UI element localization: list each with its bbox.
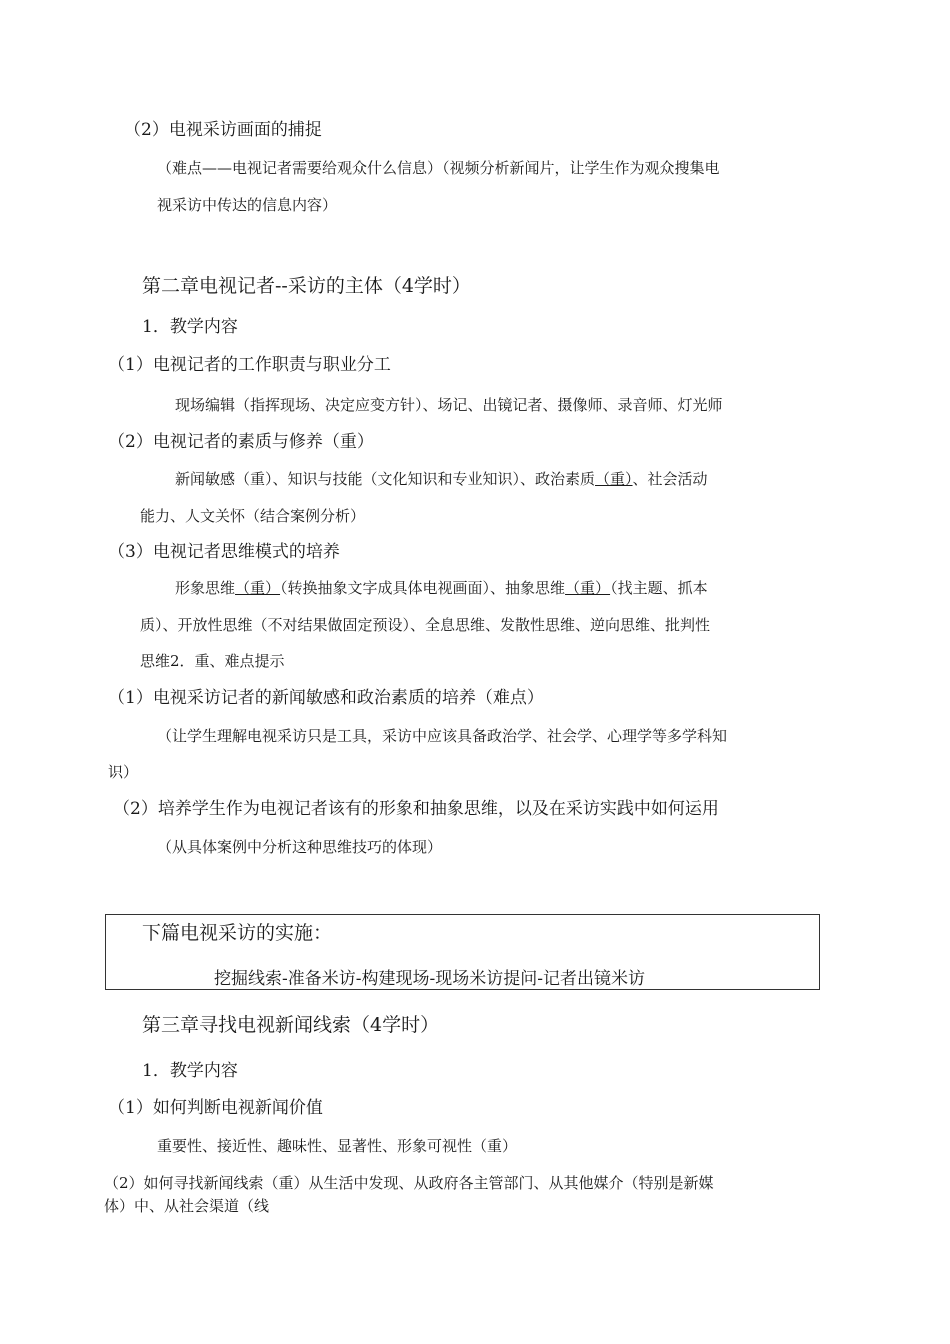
- body-text: （难点——电视记者需要给观众什么信息）（视频分析新闻片，让学生作为观众搜集电: [157, 159, 720, 177]
- section-heading: （1）如何判断电视新闻价值: [108, 1098, 323, 1118]
- text-run: 、社会活动: [632, 470, 708, 488]
- text-run: 形象思维: [175, 579, 236, 597]
- body-text: 重要性、接近性、趣味性、显著性、形象可视性（重）: [157, 1137, 518, 1155]
- body-text: 识）: [108, 763, 139, 781]
- part-subtitle: 挖掘线索-准备米访-构建现场-现场米访提问-记者出镜米访: [214, 969, 645, 989]
- text-run: （找主题、抓本: [610, 579, 708, 597]
- underlined-text: （重）: [235, 579, 281, 597]
- part-title: 下篇电视采访的实施：: [142, 922, 333, 944]
- section-heading: （1）电视记者的工作职责与职业分工: [108, 355, 391, 375]
- section-heading: （1）电视采访记者的新闻敏感和政治素质的培养（难点）: [108, 688, 544, 708]
- section-heading: （2）培养学生作为电视记者该有的形象和抽象思维，以及在采访实践中如何运用: [113, 799, 719, 819]
- body-text: （从具体案例中分析这种思维技巧的体现）: [157, 838, 443, 856]
- body-text: 现场编辑（指挥现场、决定应变方针）、场记、出镜记者、摄像师、录音师、灯光师: [175, 396, 723, 414]
- section-heading: （3）电视记者思维模式的培养: [108, 542, 340, 562]
- body-text: （让学生理解电视采访只是工具，采访中应该具备政治学、社会学、心理学等多学科知: [157, 727, 728, 745]
- chapter-title: 第二章电视记者--采访的主体（4学时）: [142, 275, 471, 297]
- part-box: [105, 914, 820, 990]
- underlined-text: （重）: [565, 579, 611, 597]
- body-text: 能力、人文关怀（结合案例分析）: [140, 507, 366, 525]
- body-text: （2）如何寻找新闻线索（重）从生活中发现、从政府各主管部门、从其他媒介（特别是新媒: [104, 1174, 714, 1192]
- body-text: [175, 579, 708, 598]
- content-label: 1．教学内容: [142, 1061, 238, 1081]
- content-label: 1．教学内容: [142, 317, 238, 337]
- section-heading: （2）电视记者的素质与修养（重）: [108, 432, 374, 452]
- section-heading: （2）电视采访画面的捕捉: [124, 120, 322, 140]
- body-text: 质）、开放性思维（不对结果做固定预设）、全息思维、发散性思维、逆向思维、批判性: [140, 616, 711, 634]
- body-text: [175, 470, 708, 489]
- text-run: 新闻敏感（重）、知识与技能（文化知识和专业知识）、政治素质: [175, 470, 596, 488]
- underlined-text: （重）: [595, 470, 633, 488]
- text-run: （转换抽象文字成具体电视画面）、抽象思维: [280, 579, 566, 597]
- body-text: 视采访中传达的信息内容）: [157, 196, 338, 214]
- body-text: 思维2．重、难点提示: [140, 652, 285, 670]
- chapter-title: 第三章寻找电视新闻线索（4学时）: [142, 1014, 440, 1036]
- body-text: 体）中、从社会渠道（线: [104, 1197, 270, 1215]
